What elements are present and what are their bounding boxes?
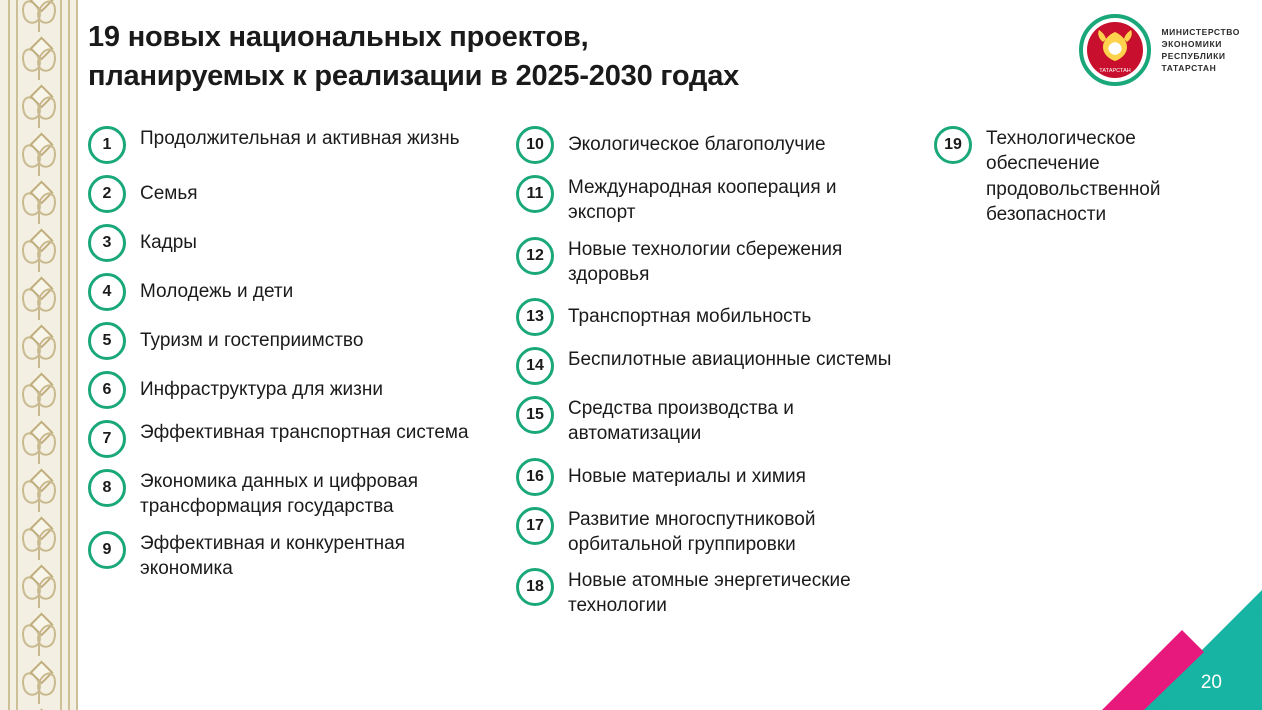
project-item: [516, 126, 916, 164]
page-title: [88, 18, 988, 95]
ornament-motif: [22, 614, 56, 658]
project-number-badge: 8: [88, 469, 126, 507]
project-item: [88, 322, 488, 360]
ornament-diamond: [29, 228, 53, 252]
project-number-badge: 11: [516, 175, 554, 213]
ornament-stem: [38, 440, 40, 464]
ornament-motif: [22, 326, 56, 370]
ornament-diamond: [29, 564, 53, 588]
project-item: [516, 568, 916, 619]
project-item: [516, 237, 916, 288]
ornament-motif: [22, 470, 56, 514]
project-label: Инфраструктура для жизни: [140, 379, 383, 400]
ornament-motif: [22, 134, 56, 178]
project-number-badge: 4: [88, 273, 126, 311]
project-column-2: [516, 126, 916, 630]
project-column-1: [88, 126, 488, 592]
project-label: Продолжительная и активная жизнь: [140, 128, 460, 149]
ornament-stem: [38, 296, 40, 320]
project-number-badge: 16: [516, 458, 554, 496]
project-label: Молодежь и дети: [140, 281, 294, 302]
project-label: Семья: [140, 183, 198, 204]
project-item: [88, 175, 488, 213]
page-title-line-2: планируемых к реализации в 2025-2030 годах: [88, 59, 740, 92]
ornament-diamond: [29, 420, 53, 444]
project-number-badge: 17: [516, 507, 554, 545]
ministry-logo-line-4: ТАТАРСТАН: [1161, 63, 1217, 74]
ministry-logo-line-2: ЭКОНОМИКИ: [1161, 38, 1222, 49]
ornament-stem: [38, 104, 40, 128]
project-number-badge: 6: [88, 371, 126, 409]
ornament-stem: [38, 680, 40, 704]
ornament-line: [60, 0, 62, 710]
project-item: [88, 469, 488, 520]
project-item: [516, 175, 916, 226]
project-label: Средства производства и автоматизации: [568, 398, 794, 445]
project-label: Новые атомные энергетические технологии: [568, 570, 851, 617]
project-number-badge: 10: [516, 126, 554, 164]
project-label: Туризм и гостеприимство: [140, 330, 364, 351]
project-label: Эффективная транспортная система: [140, 422, 469, 443]
project-item: [516, 396, 916, 447]
corner-decoration: [1042, 590, 1262, 710]
ornament-line: [8, 0, 10, 710]
project-item: [88, 224, 488, 262]
ornament-diamond: [29, 0, 53, 13]
ministry-logo: [1079, 14, 1240, 86]
project-label: Кадры: [140, 232, 197, 253]
ornament-stem: [38, 584, 40, 608]
ornament-diamond: [29, 324, 53, 348]
ornament-stem: [38, 632, 40, 656]
ornament-motif: [22, 0, 56, 34]
ornament-diamond: [29, 660, 53, 684]
project-item: [88, 126, 488, 164]
project-item: [516, 347, 916, 385]
ornament-stem: [38, 200, 40, 224]
project-number-badge: 5: [88, 322, 126, 360]
ornament-diamond: [29, 84, 53, 108]
ornament-stem: [38, 536, 40, 560]
project-item: [88, 371, 488, 409]
project-number-badge: 9: [88, 531, 126, 569]
ornament-stem: [38, 152, 40, 176]
ornament-stem: [38, 392, 40, 416]
project-item: [934, 126, 1234, 227]
ornament-diamond: [29, 516, 53, 540]
ornament-motif: [22, 38, 56, 82]
project-label: Беспилотные авиационные системы: [568, 349, 892, 371]
ornament-motif: [22, 422, 56, 466]
project-number-badge: 1: [88, 126, 126, 164]
ornament-motif: [22, 86, 56, 130]
ornament-motif: [22, 278, 56, 322]
ornament-line: [68, 0, 70, 710]
project-label: Эффективная и конкурентная экономика: [140, 532, 406, 579]
project-item: [516, 507, 916, 558]
page-number: 20: [1200, 672, 1222, 693]
ornament-motif: [22, 566, 56, 610]
project-item: [516, 458, 916, 496]
project-column-3: [934, 126, 1234, 238]
coat-of-arms-icon: [1079, 14, 1151, 86]
ministry-logo-text: [1161, 26, 1240, 74]
project-label: Транспортная мобильность: [568, 306, 812, 328]
ornament-motif: [22, 374, 56, 418]
ornament-stem: [38, 344, 40, 368]
project-label: Международная кооперация и экспорт: [568, 177, 837, 224]
project-item: [88, 531, 488, 582]
ornament-motif: [22, 518, 56, 562]
project-number-badge: 13: [516, 298, 554, 336]
project-label: Экологическое благополучие: [568, 134, 826, 155]
project-number-badge: 2: [88, 175, 126, 213]
project-label: Технологическое обеспечение продовольственной безопасности: [986, 128, 1161, 225]
project-number-badge: 15: [516, 396, 554, 434]
project-number-badge: 14: [516, 347, 554, 385]
project-label: Экономика данных и цифровая трансформация государства: [140, 471, 419, 518]
project-label: Новые материалы и химия: [568, 465, 806, 487]
ornament-diamond: [29, 612, 53, 636]
ornament-diamond: [29, 180, 53, 204]
ministry-logo-line-3: РЕСПУБЛИКИ: [1161, 51, 1226, 61]
ornament-motif-column: [20, 0, 58, 710]
ornament-stem: [38, 248, 40, 272]
decorative-ornament-band: [0, 0, 78, 710]
ornament-motif: [22, 182, 56, 226]
project-number-badge: 3: [88, 224, 126, 262]
ornament-diamond: [29, 36, 53, 60]
project-number-badge: 18: [516, 568, 554, 606]
ornament-diamond: [29, 468, 53, 492]
ornament-diamond: [29, 372, 53, 396]
project-number-badge: 12: [516, 237, 554, 275]
page-title-line-1: 19 новых национальных проектов,: [88, 21, 589, 53]
project-label: Новые технологии сбережения здоровья: [568, 238, 843, 285]
ornament-diamond: [29, 276, 53, 300]
svg-text:ТАТАРСТАН: ТАТАРСТАН: [1099, 68, 1132, 74]
project-item: [88, 420, 488, 458]
ornament-motif: [22, 230, 56, 274]
project-number-badge: 19: [934, 126, 972, 164]
project-item: [516, 298, 916, 336]
project-item: [88, 273, 488, 311]
ministry-logo-line-1: МИНИСТЕРСТВО: [1161, 26, 1240, 37]
project-label: Развитие многоспутниковой орбитальной группировки: [568, 508, 816, 555]
ornament-line: [16, 0, 18, 710]
ornament-stem: [38, 8, 40, 32]
project-number-badge: 7: [88, 420, 126, 458]
ornament-stem: [38, 488, 40, 512]
ornament-diamond: [29, 132, 53, 156]
ornament-motif: [22, 662, 56, 706]
ornament-stem: [38, 56, 40, 80]
